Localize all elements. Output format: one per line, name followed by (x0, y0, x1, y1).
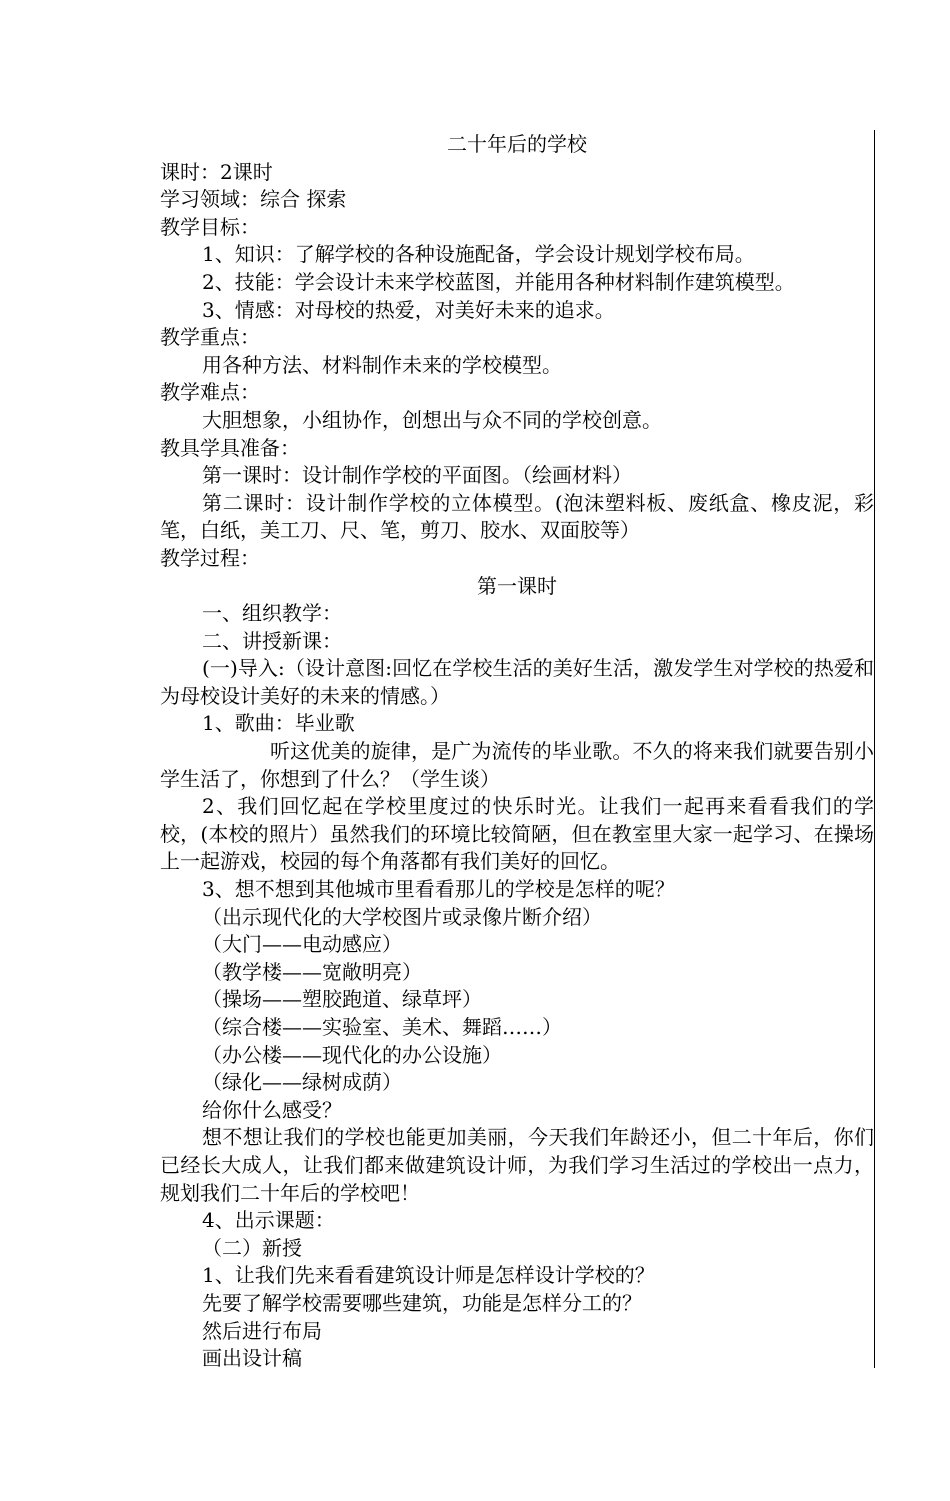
text-line: 大胆想象，小组协作，创想出与众不同的学校创意。 (202, 407, 662, 432)
paragraph-second-lesson: 第二课时：设计制作学校的立体模型。(泡沫塑料板、废纸盒、橡皮泥，彩笔，白纸，美工刀、尺、笔，剪刀、胶水、双面胶等） (160, 490, 874, 543)
text-line: 第一课时：设计制作学校的平面图。（绘画材料） (202, 463, 632, 488)
text-line: 教学重点： (160, 325, 260, 350)
song-line: 1、歌曲：毕业歌 (202, 711, 355, 736)
text-line: 1、让我们先来看看建筑设计师是怎样设计学校的？ (202, 1263, 655, 1288)
table-border-right (874, 130, 875, 1368)
lesson-plan-body (160, 131, 874, 1373)
paragraph-song: 听这优美的旋律，是广为流传的毕业歌。不久的将来我们就要告别小学生活了，你想到了什么？（学生谈） (160, 739, 874, 791)
list-item: （大门——电动感应） (202, 932, 402, 957)
text-line: 4、出示课题： (202, 1208, 335, 1233)
text-line: 3、想不想到其他城市里看看那儿的学校是怎样的呢？ (202, 877, 675, 902)
paragraph-future: 想不想让我们的学校也能更加美丽，今天我们年龄还小，但二十年后，你们已经长大成人，让我们都来做建筑设计师，为我们学习生活过的学校出一点力，规划我们二十年后的学校吧！ (160, 1125, 874, 1205)
text-line: 先要了解学校需要哪些建筑，功能是怎样分工的？ (202, 1290, 642, 1315)
step-line: 一、组织教学： (202, 601, 342, 626)
section-heading: 第一课时 (477, 573, 557, 598)
text-line: 2、技能：学会设计未来学校蓝图，并能用各种材料制作建筑模型。 (202, 269, 795, 294)
list-item: （绿化——绿树成荫） (202, 1070, 402, 1095)
text-line: 用各种方法、材料制作未来的学校模型。 (202, 352, 562, 377)
list-item: （办公楼——现代化的办公设施） (202, 1042, 502, 1067)
list-item: （教学楼——宽敞明亮） (202, 959, 422, 984)
text-line: 教学目标： (160, 214, 260, 239)
step-line: 二、讲授新课： (202, 628, 342, 653)
text-line: 3、情感：对母校的热爱，对美好未来的追求。 (202, 297, 615, 322)
text-line: 教学难点： (160, 380, 260, 405)
text-line: 然后进行布局 (202, 1318, 322, 1343)
process-label: 教学过程： (160, 545, 260, 570)
list-item: （操场——塑胶跑道、绿草坪） (202, 987, 482, 1012)
text-line: 给你什么感受？ (202, 1097, 342, 1122)
text-line: 画出设计稿 (202, 1346, 302, 1371)
text-line: 教具学具准备： (160, 435, 300, 460)
text-line: （二）新授 (202, 1235, 302, 1260)
paragraph-memory: 2、我们回忆起在学校里度过的快乐时光。让我们一起再来看看我们的学校，(本校的照片）虽然我们的环境比较简陋，但在教室里大家一起学习、在操场上一起游戏，校园的每个角落都有我们美好的回忆。 (160, 794, 874, 874)
paragraph-intro: (一)导入:（设计意图:回忆在学校生活的美好生活，激发学生对学校的热爱和为母校设计美好的未来的情感。） (160, 656, 874, 708)
list-item: （综合楼——实验室、美术、舞蹈……） (202, 1015, 562, 1039)
text-line: 学习领域：综合 探索 (160, 187, 347, 212)
page-title: 二十年后的学校 (447, 132, 587, 156)
list-item: （出示现代化的大学校图片或录像片断介绍） (202, 904, 602, 929)
text-line: 课时：2课时 (160, 159, 273, 184)
text-line: 1、知识：了解学校的各种设施配备，学会设计规划学校布局。 (202, 242, 755, 267)
